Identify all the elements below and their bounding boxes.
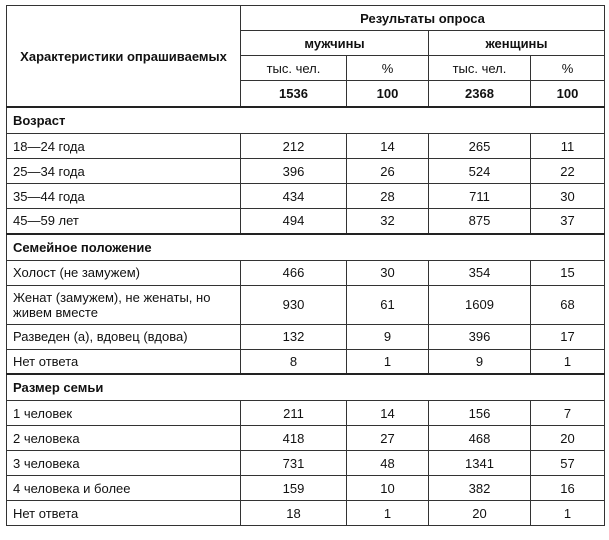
table-row: [7, 159, 605, 184]
table-header: [7, 6, 605, 108]
women-percent-header: %: [531, 56, 605, 81]
women-pct: 16: [531, 476, 605, 501]
men-pct: 48: [347, 451, 429, 476]
women-count: 20: [429, 501, 531, 526]
men-count: 132: [241, 324, 347, 349]
men-count: 494: [241, 209, 347, 234]
men-pct: 14: [347, 134, 429, 159]
men-count: 212: [241, 134, 347, 159]
section-row-family-size: [7, 374, 605, 401]
section-title: Размер семьи: [7, 374, 605, 401]
women-count: 354: [429, 260, 531, 285]
women-pct: 68: [531, 285, 605, 324]
men-pct: 28: [347, 184, 429, 209]
women-count: 524: [429, 159, 531, 184]
men-pct: 30: [347, 260, 429, 285]
table-row: [7, 324, 605, 349]
women-count: 156: [429, 401, 531, 426]
men-pct: 9: [347, 324, 429, 349]
men-thousand-header: тыс. чел.: [241, 56, 347, 81]
women-total: 2368: [429, 81, 531, 108]
row-label: Нет ответа: [7, 501, 241, 526]
men-count: 18: [241, 501, 347, 526]
women-pct: 7: [531, 401, 605, 426]
men-count: 930: [241, 285, 347, 324]
row-label: 2 человека: [7, 426, 241, 451]
men-count: 396: [241, 159, 347, 184]
men-count: 418: [241, 426, 347, 451]
women-pct: 1: [531, 501, 605, 526]
women-count: 1341: [429, 451, 531, 476]
women-pct: 57: [531, 451, 605, 476]
survey-results-header: Результаты опроса: [241, 6, 605, 31]
men-pct: 26: [347, 159, 429, 184]
table-row: [7, 501, 605, 526]
table-row: [7, 260, 605, 285]
men-total: 1536: [241, 81, 347, 108]
women-count: 711: [429, 184, 531, 209]
row-label: Разведен (а), вдовец (вдова): [7, 324, 241, 349]
row-label: 25—34 года: [7, 159, 241, 184]
women-count: 396: [429, 324, 531, 349]
women-count: 468: [429, 426, 531, 451]
men-count: 466: [241, 260, 347, 285]
women-count: 1609: [429, 285, 531, 324]
men-count: 159: [241, 476, 347, 501]
row-label: 3 человека: [7, 451, 241, 476]
survey-table: [6, 5, 605, 526]
women-count: 382: [429, 476, 531, 501]
women-pct: 17: [531, 324, 605, 349]
women-count: 875: [429, 209, 531, 234]
section-title: Возраст: [7, 107, 605, 134]
men-pct: 1: [347, 501, 429, 526]
row-label: Нет ответа: [7, 349, 241, 374]
table-row: [7, 476, 605, 501]
women-count: 265: [429, 134, 531, 159]
men-pct: 61: [347, 285, 429, 324]
men-pct: 32: [347, 209, 429, 234]
row-label: 45—59 лет: [7, 209, 241, 234]
women-header: женщины: [429, 31, 605, 56]
women-pct: 37: [531, 209, 605, 234]
row-label: 35—44 года: [7, 184, 241, 209]
men-header: мужчины: [241, 31, 429, 56]
men-count: 731: [241, 451, 347, 476]
row-label: 18—24 года: [7, 134, 241, 159]
women-pct: 15: [531, 260, 605, 285]
table-row: [7, 134, 605, 159]
table-row: [7, 426, 605, 451]
women-thousand-header: тыс. чел.: [429, 56, 531, 81]
men-pct: 1: [347, 349, 429, 374]
row-label: Женат (замужем), не женаты, но живем вместе: [7, 285, 241, 324]
section-row-marital: [7, 234, 605, 261]
table-row: [7, 349, 605, 374]
men-count: 434: [241, 184, 347, 209]
section-title: Семейное положение: [7, 234, 605, 261]
characteristics-header: Характеристики опрашиваемых: [7, 6, 241, 108]
table-row: [7, 285, 605, 324]
table-body: [7, 107, 605, 526]
men-pct: 14: [347, 401, 429, 426]
men-percent-header: %: [347, 56, 429, 81]
men-pct: 10: [347, 476, 429, 501]
women-pct: 20: [531, 426, 605, 451]
women-pct: 22: [531, 159, 605, 184]
table-row: [7, 401, 605, 426]
row-label: Холост (не замужем): [7, 260, 241, 285]
men-total-pct: 100: [347, 81, 429, 108]
women-pct: 30: [531, 184, 605, 209]
table-row: [7, 209, 605, 234]
row-label: 1 человек: [7, 401, 241, 426]
table-row: [7, 184, 605, 209]
women-pct: 1: [531, 349, 605, 374]
table-row: [7, 451, 605, 476]
women-count: 9: [429, 349, 531, 374]
section-row-age: [7, 107, 605, 134]
women-total-pct: 100: [531, 81, 605, 108]
men-pct: 27: [347, 426, 429, 451]
row-label: 4 человека и более: [7, 476, 241, 501]
men-count: 8: [241, 349, 347, 374]
men-count: 211: [241, 401, 347, 426]
women-pct: 11: [531, 134, 605, 159]
